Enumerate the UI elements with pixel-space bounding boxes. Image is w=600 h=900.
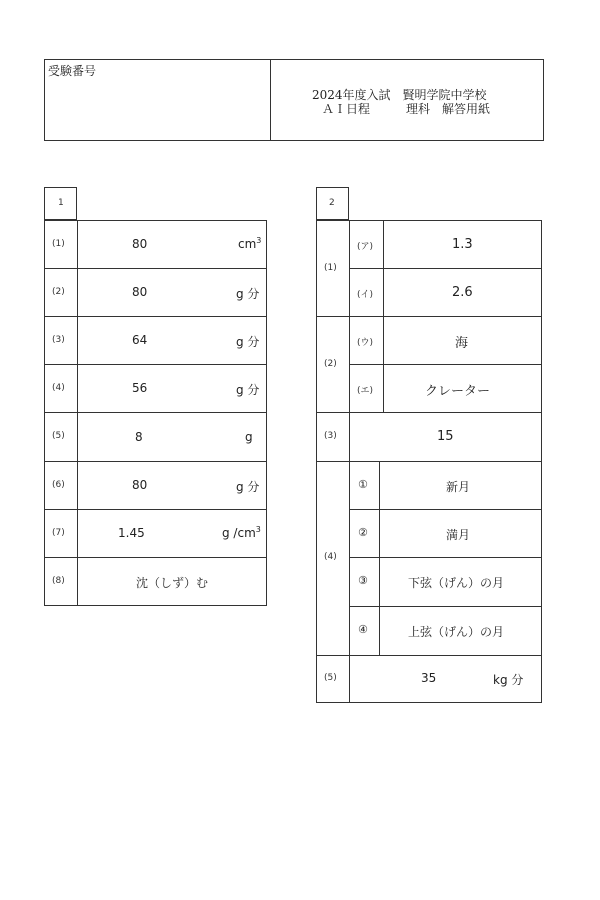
s1-q8-label: (8) <box>52 576 65 586</box>
s1-q2-value: 80 <box>132 285 148 299</box>
s2-q5-value: 35 <box>421 671 437 685</box>
s2-q2-a-label: (ウ) <box>357 338 374 348</box>
s2-q4-item3-value: 下弦（げん）の月 <box>408 576 505 590</box>
s2-q2-b-label: (エ) <box>357 386 374 396</box>
s2-q3-label: (3) <box>324 431 337 441</box>
section1-label-divider <box>77 220 78 606</box>
s1-q3-unit: g 分 <box>236 335 260 349</box>
s1-q7-value: 1.45 <box>118 526 145 540</box>
s1-q8-value: 沈（しず）む <box>136 576 209 590</box>
s1-q7-unit: g $/cm^3$ <box>222 525 261 540</box>
header-title-line1: 2024年度入試 賢明学院中学校 <box>312 88 487 102</box>
s2-q2-b-value: クレーター <box>425 384 491 399</box>
s2-q5-label: (5) <box>324 673 337 683</box>
s1-q1-label: (1) <box>52 239 65 249</box>
s1-q6-value: 80 <box>132 478 148 492</box>
s2-q5-unit: kg 分 <box>493 673 524 687</box>
s2-q4-item4-mark: ④ <box>358 623 368 636</box>
exam-number-field[interactable] <box>45 78 269 140</box>
s2-q4-item2-mark: ② <box>358 526 368 539</box>
s1-q7-label: (7) <box>52 528 65 538</box>
s2-q4-item2-value: 満月 <box>446 528 471 542</box>
s1-q4-label: (4) <box>52 383 65 393</box>
s2-q1-b-label: (イ) <box>357 290 374 300</box>
s2-q2-a-value: 海 <box>455 336 469 351</box>
s1-q3-label: (3) <box>52 335 65 345</box>
s2-q4-item3-mark: ③ <box>358 574 368 587</box>
s1-q5-unit: g <box>245 430 253 444</box>
header-divider <box>270 59 271 141</box>
s1-q6-label: (6) <box>52 480 65 490</box>
s1-q3-value: 64 <box>132 333 148 347</box>
section1-number: 1 <box>58 198 64 208</box>
s2-q4-label: (4) <box>324 552 337 562</box>
header-title-line2: ＡＩ日程 理科 解答用紙 <box>322 102 491 116</box>
s2-q4-item1-value: 新月 <box>446 480 471 494</box>
s1-q5-value: 8 <box>135 430 143 444</box>
s1-q4-value: 56 <box>132 381 148 395</box>
s1-q1-unit: $cm^3$ <box>238 236 262 251</box>
s1-q5-label: (5) <box>52 431 65 441</box>
s1-q2-label: (2) <box>52 287 65 297</box>
s2-q4-item4-value: 上弦（げん）の月 <box>408 625 505 639</box>
section2-number: 2 <box>329 198 335 208</box>
s2-q4-item1-mark: ① <box>358 478 368 491</box>
s2-q2-label: (2) <box>324 359 337 369</box>
exam-number-label: 受験番号 <box>48 64 97 78</box>
s2-q1-b-value: 2.6 <box>452 285 473 300</box>
s1-q2-unit: g 分 <box>236 287 260 301</box>
s2-q1-a-value: 1.3 <box>452 237 473 252</box>
s2-q1-label: (1) <box>324 263 337 273</box>
s2-q1-a-label: (ア) <box>357 242 374 252</box>
s1-q4-unit: g 分 <box>236 383 260 397</box>
s2-q3-value: 15 <box>437 429 454 444</box>
s1-q1-value: 80 <box>132 237 148 251</box>
s1-q6-unit: g 分 <box>236 480 260 494</box>
